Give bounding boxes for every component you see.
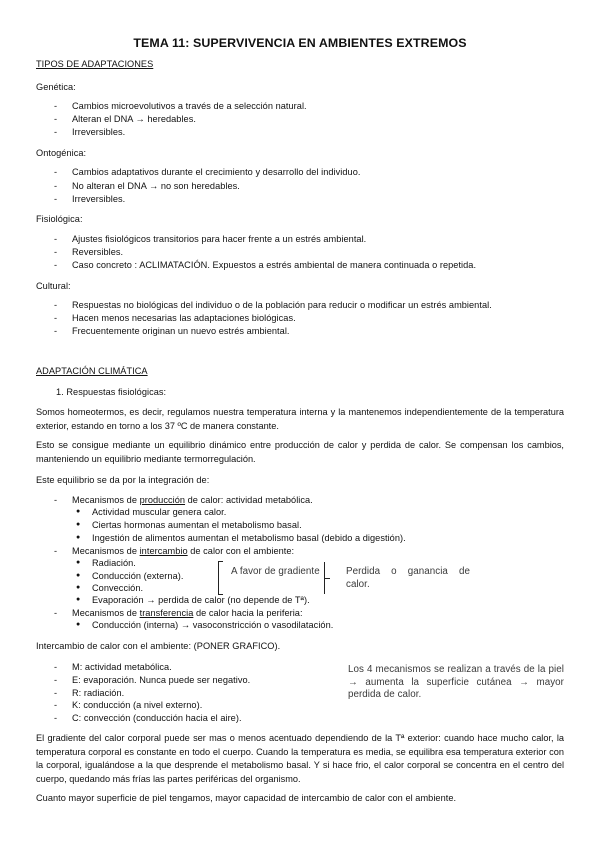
- dash-marker: -: [54, 688, 58, 698]
- dash-marker: -: [54, 247, 58, 257]
- list-item: Conducción (interna) → vasoconstricción o vasodilatación.: [92, 620, 334, 630]
- list-item: Evaporación → perdida de calor (no depende de Tª).: [92, 595, 310, 605]
- list-item: Radiación.: [92, 558, 136, 568]
- bullet-marker: ●: [76, 621, 81, 628]
- list-item: Cambios microevolutivos a través de a selección natural.: [72, 101, 307, 111]
- fisiologica-label: Fisiológica:: [36, 214, 83, 224]
- dash-marker: -: [54, 662, 58, 672]
- mechanism-exchange: Mecanismos de intercambio de calor con el ambiente:: [72, 546, 295, 556]
- left-brace-bottom: [218, 594, 223, 595]
- section-heading-tipos: TIPOS DE ADAPTACIONES: [36, 59, 154, 69]
- list-item: Irreversibles.: [72, 194, 126, 204]
- list-item: Irreversibles.: [72, 127, 126, 137]
- dash-marker: -: [54, 101, 58, 111]
- mechanism-transfer: Mecanismos de transferencia de calor hacia la periferia:: [72, 608, 303, 618]
- dash-marker: -: [54, 300, 58, 310]
- list-item: Ajustes fisiológicos transitorios para hacer frente a un estrés ambiental.: [72, 234, 367, 244]
- list-item: E: evaporación. Nunca puede ser negativo.: [72, 675, 251, 685]
- list-item: Caso concreto : ACLIMATACIÓN. Expuestos a estrés ambiental de manera continuada o repetida.: [72, 260, 477, 270]
- list-item: No alteran el DNA → no son heredables.: [72, 181, 240, 191]
- list-item: Actividad muscular genera calor.: [92, 507, 227, 517]
- list-item: Alteran el DNA → heredables.: [72, 114, 196, 124]
- dash-marker: -: [54, 675, 58, 685]
- list-item: C: convección (conducción hacia el aire).: [72, 713, 242, 723]
- dash-marker: -: [54, 167, 58, 177]
- bullet-marker: ●: [76, 534, 81, 541]
- list-item: Ciertas hormonas aumentan el metabolismo basal.: [92, 520, 302, 530]
- ontogenica-label: Ontogénica:: [36, 148, 87, 158]
- side-note: Los 4 mecanismos se realizan a través de la piel → aumenta la superficie cutánea → mayor perdida de calor.: [348, 664, 564, 700]
- dash-marker: -: [54, 114, 58, 124]
- dash-marker: -: [54, 234, 58, 244]
- exchange-label: Intercambio de calor con el ambiente: (PONER GRAFICO).: [36, 641, 281, 651]
- dash-marker: -: [54, 326, 58, 336]
- brace-note-right: Perdida o ganancia de calor.: [346, 566, 470, 590]
- paragraph: El gradiente del calor corporal puede ser mas o menos acentuado dependiendo de la Tª exterior: cuando hace mucho calor, la temperatura corporal es constante en todo el cuerpo. Cuando la temperatura es media, se equilibra esa temperatura exterior con la corporal, igualándose a la que desprende el metabolismo basal. Y si hace frio, el calor corporal se concentra en el centro del cuerpo, quedando más frías las partes periféricas del organismo.: [36, 733, 564, 784]
- list-item: Respuestas no biológicas del individuo o de la población para reducir o modificar un estrés ambiental.: [72, 300, 492, 310]
- list-item: M: actividad metabólica.: [72, 662, 172, 672]
- document-title: TEMA 11: SUPERVIVENCIA EN AMBIENTES EXTREMOS: [133, 36, 467, 50]
- left-brace: [218, 561, 219, 595]
- genetica-label: Genética:: [36, 82, 76, 92]
- dash-marker: -: [54, 700, 58, 710]
- dash-marker: -: [54, 181, 58, 191]
- list-item: Ingestión de alimentos aumentan el metabolismo basal (debido a digestión).: [92, 533, 406, 543]
- brace-note-left: A favor de gradiente: [231, 566, 320, 577]
- cultural-label: Cultural:: [36, 281, 71, 291]
- dash-marker: -: [54, 194, 58, 204]
- right-brace-tick: [324, 578, 330, 579]
- mechanism-production: Mecanismos de producción de calor: actividad metabólica.: [72, 495, 313, 505]
- bullet-marker: ●: [76, 572, 81, 579]
- dash-marker: -: [54, 608, 58, 618]
- list-item: Reversibles.: [72, 247, 124, 257]
- list-item: Hacen menos necesarias las adaptaciones biológicas.: [72, 313, 296, 323]
- numbered-item: 1. Respuestas fisiológicas:: [56, 387, 167, 397]
- dash-marker: -: [54, 546, 58, 556]
- bullet-marker: ●: [76, 521, 81, 528]
- section-heading-adaptacion: ADAPTACIÓN CLIMÁTICA: [36, 366, 148, 376]
- paragraph: Este equilibrio se da por la integración de:: [36, 475, 210, 485]
- dash-marker: -: [54, 260, 58, 270]
- dash-marker: -: [54, 495, 58, 505]
- list-item: Cambios adaptativos durante el crecimiento y desarrollo del individuo.: [72, 167, 361, 177]
- paragraph: Cuanto mayor superficie de piel tengamos, mayor capacidad de intercambio de calor con el ambiente.: [36, 793, 457, 803]
- dash-marker: -: [54, 713, 58, 723]
- list-item: Frecuentemente originan un nuevo estrés ambiental.: [72, 326, 290, 336]
- dash-marker: -: [54, 127, 58, 137]
- bullet-marker: ●: [76, 584, 81, 591]
- bullet-marker: ●: [76, 559, 81, 566]
- bullet-marker: ●: [76, 596, 81, 603]
- left-brace-top: [218, 561, 223, 562]
- paragraph: Esto se consigue mediante un equilibrio dinámico entre producción de calor y perdida de calor. Se compensan los cambios, manteniendo un equilibrio mediante termorregulación.: [36, 440, 564, 464]
- bullet-marker: ●: [76, 508, 81, 515]
- list-item: Conducción (externa).: [92, 571, 184, 581]
- list-item: K: conducción (a nivel externo).: [72, 700, 203, 710]
- paragraph: Somos homeotermos, es decir, regulamos nuestra temperatura interna y la mantenemos independientemente de la temperatura exterior, estando en torno a los 37 ºC de manera constante.: [36, 407, 564, 431]
- dash-marker: -: [54, 313, 58, 323]
- list-item: R: radiación.: [72, 688, 125, 698]
- list-item: Convección.: [92, 583, 144, 593]
